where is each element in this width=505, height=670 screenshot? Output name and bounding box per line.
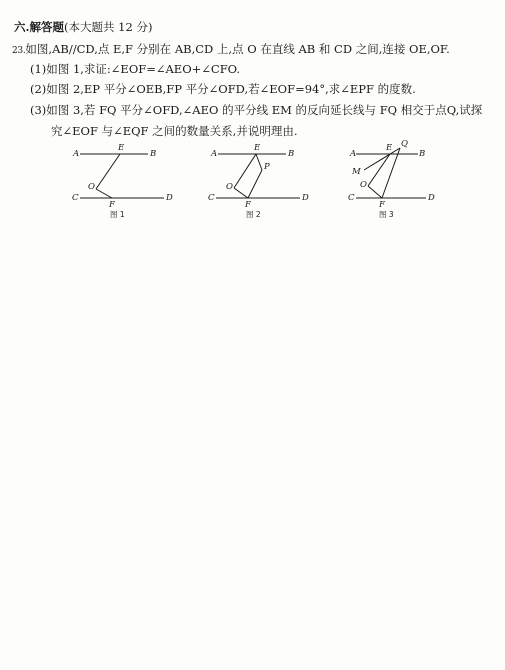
- segment-of: [234, 188, 248, 198]
- label-d: D: [428, 193, 435, 203]
- section-title: 六.解答题: [14, 20, 65, 34]
- question-part-3-line-1: (3)如图 3,若 FQ 平分∠OFD,∠AEO 的平分线 EM 的反向延长线与 FQ 相交于点Q,试探: [30, 103, 483, 117]
- label-b: B: [288, 149, 295, 159]
- label-o: O: [360, 180, 367, 190]
- figure-1-caption: 图 1: [110, 210, 125, 219]
- question-stem: [12, 42, 450, 58]
- figure-3: [348, 139, 436, 222]
- segment-ep: [256, 154, 262, 170]
- segment-qf: [382, 148, 400, 198]
- question-number: 23.: [12, 46, 26, 56]
- label-a: A: [211, 149, 218, 159]
- label-c: C: [208, 193, 215, 203]
- line-mq: [364, 148, 400, 170]
- label-m: M: [352, 167, 361, 177]
- label-e: E: [118, 143, 125, 153]
- label-a: A: [73, 149, 80, 159]
- label-p: P: [264, 162, 270, 172]
- label-o: O: [226, 182, 233, 192]
- segment-pf: [248, 170, 262, 198]
- question-part-2: (2)如图 2,EP 平分∠OEB,FP 平分∠OFD,若∠EOF=94°,求∠EPF 的度数.: [30, 82, 416, 96]
- label-d: D: [166, 193, 173, 203]
- label-c: C: [72, 193, 79, 203]
- segment-of: [96, 189, 112, 198]
- label-a: A: [350, 149, 357, 159]
- segment-eo: [96, 154, 120, 189]
- label-f: F: [379, 200, 385, 210]
- question-part-1: (1)如图 1,求证:∠EOF=∠AEO+∠CFO.: [30, 62, 241, 76]
- label-e: E: [254, 143, 261, 153]
- label-q: Q: [401, 139, 408, 149]
- figure-3-caption: 图 3: [379, 210, 394, 219]
- label-f: F: [109, 200, 115, 210]
- label-e: E: [386, 143, 393, 153]
- figure-1: [72, 144, 174, 222]
- question-stem-text: 如图,AB//CD,点 E,F 分别在 AB,CD 上,点 O 在直线 AB 和 CD 之间,连接 OE,OF.: [25, 42, 450, 56]
- label-o: O: [88, 182, 95, 192]
- question-part-3-line-2: 究∠EOF 与∠EQF 之间的数量关系,并说明理由.: [51, 124, 298, 138]
- figure-2: [208, 144, 310, 222]
- segment-eo: [368, 154, 390, 186]
- segment-of: [368, 186, 382, 198]
- label-b: B: [419, 149, 426, 159]
- label-d: D: [302, 193, 309, 203]
- figure-2-caption: 图 2: [246, 210, 261, 219]
- label-f: F: [245, 200, 251, 210]
- section-heading: [14, 20, 152, 34]
- label-b: B: [150, 149, 157, 159]
- segment-eo: [234, 154, 256, 188]
- section-score: (本大题共 12 分): [64, 20, 153, 34]
- label-c: C: [348, 193, 355, 203]
